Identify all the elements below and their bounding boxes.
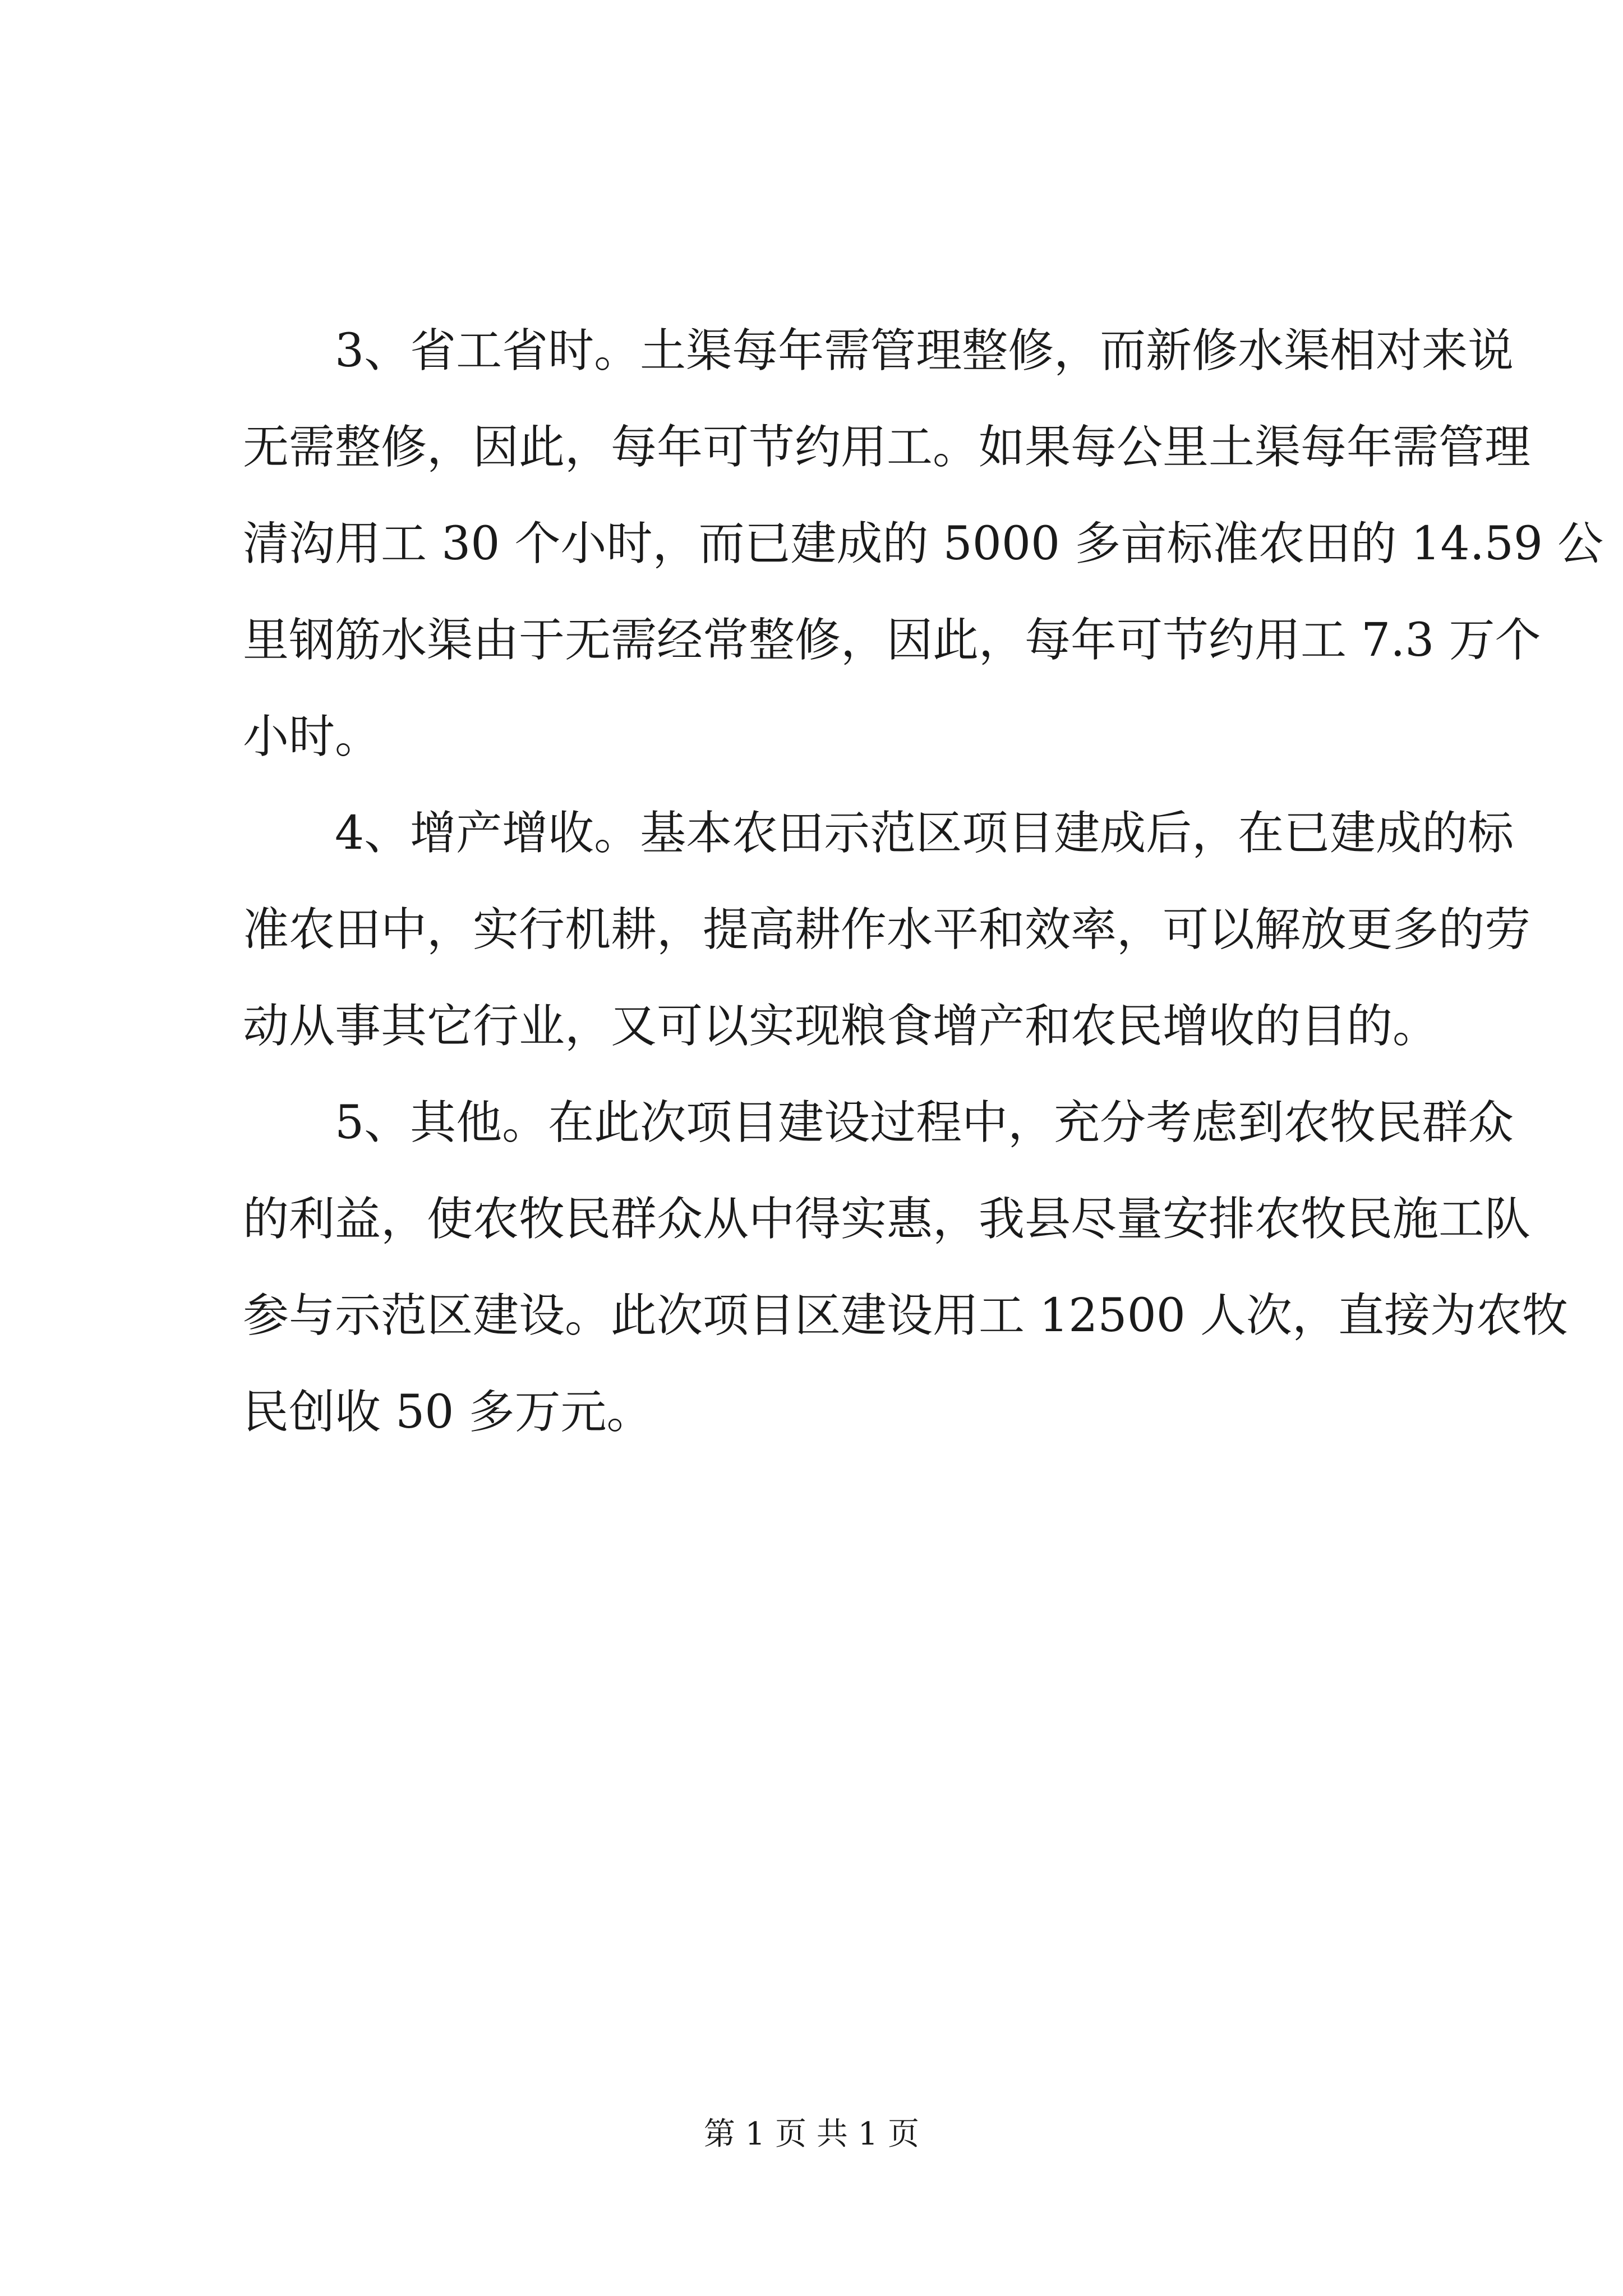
paragraph-line: 小时。 [243,710,381,763]
document-body [243,303,1604,1461]
paragraph-line: 参与示范区建设。此次项目区建设用工 12500 人次，直接为农牧 [243,1289,1568,1342]
paragraph-line: 无需整修，因此，每年可节约用工。如果每公里土渠每年需管理 [243,421,1531,474]
paragraph-line: 3、省工省时。土渠每年需管理整修，而新修水渠相对来说 [335,324,1514,378]
paragraph-line: 的利益，使农牧民群众从中得实惠，我县尽量安排农牧民施工队 [243,1193,1531,1246]
paragraph-line: 清沟用工 30 个小时，而已建成的 5000 多亩标准农田的 14.59 公 [243,517,1604,570]
paragraph-line: 5、其他。在此次项目建设过程中，充分考虑到农牧民群众 [335,1096,1514,1149]
page-footer: 第 1 页 共 1 页 [703,2116,920,2152]
paragraph-line: 动从事其它行业，又可以实现粮食增产和农民增收的目的。 [243,1000,1439,1053]
paragraph-5-other [243,1075,1568,1461]
paragraph-line: 民创收 50 多万元。 [243,1386,653,1439]
paragraph-line: 里钢筋水渠由于无需经常整修，因此，每年可节约用工 7.3 万个 [243,614,1541,667]
paragraph-line: 4、增产增收。基本农田示范区项目建成后，在已建成的标 [335,807,1514,860]
paragraph-3-save-labor [243,303,1604,785]
paragraph-line: 准农田中，实行机耕，提高耕作水平和效率，可以解放更多的劳 [243,903,1531,956]
paragraph-4-increase-income [243,785,1531,1075]
